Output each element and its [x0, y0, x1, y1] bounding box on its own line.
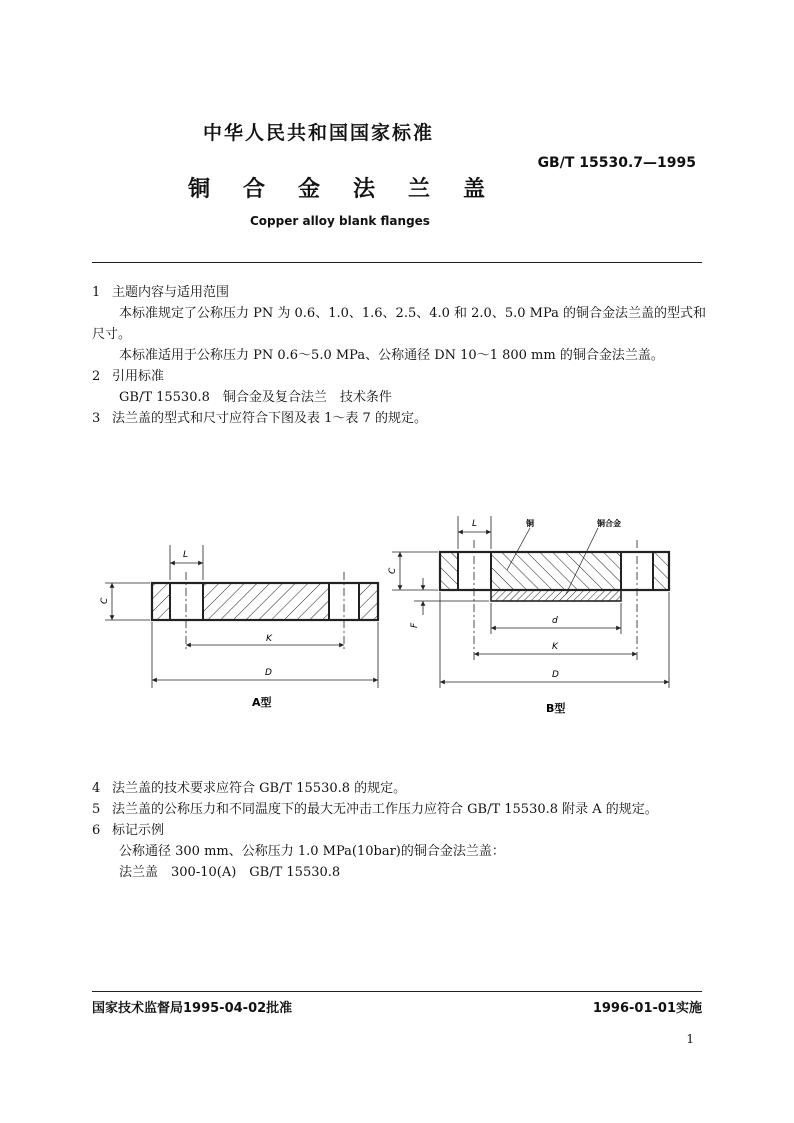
type-b-hatch-center: [491, 552, 621, 590]
type-a-caption: A型: [252, 696, 272, 709]
type-a-drawing: [100, 545, 378, 709]
section-1-paragraph-1-line-2: 尺寸。: [92, 327, 132, 342]
type-b-label-copper: 铜: [526, 519, 534, 528]
type-b-label-F: F: [410, 622, 420, 628]
standard-heading: 中华人民共和国国家标准: [203, 122, 435, 144]
approval-date: 国家技术监督局1995-04-02批准: [92, 1001, 293, 1016]
type-a-hatch-left: [152, 583, 170, 620]
reference-code: GB/T 15530.8: [119, 390, 210, 405]
section-1-paragraph-1-line-1: 本标准规定了公称压力 PN 为 0.6、1.0、1.6、2.5、4.0 和 2.0、5.0 MPa 的铜合金法兰盖的型式和: [119, 306, 706, 321]
document-title-english: Copper alloy blank flanges: [250, 214, 430, 228]
section-number: 1: [92, 285, 101, 300]
section-number: 2: [92, 369, 101, 384]
type-b-label-K: K: [552, 642, 558, 652]
footer-rule: [92, 991, 702, 992]
section-title: 标记示例: [112, 823, 165, 838]
section-6-heading: [92, 821, 164, 841]
section-number: 6: [92, 823, 101, 838]
marking-example: 法兰盖 300-10(A) GB/T 15530.8: [119, 865, 341, 880]
section-5: [92, 800, 658, 820]
type-a-label-C: C: [100, 597, 110, 604]
type-b-label-alloy: 铜合金: [597, 519, 621, 528]
reference-title: 铜合金及复合法兰 技术条件: [222, 390, 392, 405]
type-b-drawing: [388, 516, 669, 715]
effective-date: 1996-01-01实施: [592, 1001, 702, 1016]
section-number: 5: [92, 802, 101, 817]
section-number: 3: [92, 411, 101, 426]
type-b-label-d: d: [552, 616, 558, 626]
type-b-caption: B型: [546, 702, 566, 715]
type-b-alloy-facing: [491, 590, 621, 601]
section-4: [92, 779, 406, 799]
section-title: 主题内容与适用范围: [112, 285, 230, 300]
section-text: 法兰盖的公称压力和不同温度下的最大无冲击工作压力应符合 GB/T 15530.8 附录 A 的规定。: [112, 802, 658, 817]
type-b-hatch-left: [440, 552, 458, 590]
type-a-hatch-right: [359, 583, 378, 620]
marking-example-description: 公称通径 300 mm、公称压力 1.0 MPa(10bar)的铜合金法兰盖：: [119, 844, 505, 859]
standard-code: GB/T 15530.7—1995: [537, 155, 696, 171]
type-a-label-K: K: [266, 634, 272, 644]
section-text: 法兰盖的型式和尺寸应符合下图及表 1～表 7 的规定。: [112, 411, 427, 426]
type-b-label-D: D: [552, 670, 559, 680]
section-number: 4: [92, 781, 101, 796]
type-a-hatch-center: [203, 583, 329, 620]
section-text: 法兰盖的技术要求应符合 GB/T 15530.8 的规定。: [112, 781, 407, 796]
document-title: 铜合金法兰盖: [188, 176, 519, 202]
type-a-label-L: L: [183, 550, 189, 560]
page-number: 1: [686, 1032, 694, 1046]
type-b-hatch-right: [653, 552, 669, 590]
type-a-label-D: D: [265, 668, 272, 678]
section-title: 引用标准: [112, 369, 165, 384]
type-b-label-C: C: [388, 567, 398, 574]
type-b-label-L: L: [472, 519, 478, 529]
section-1-paragraph-2: 本标准适用于公称压力 PN 0.6～5.0 MPa、公称通径 DN 10～1 800 mm 的铜合金法兰盖。: [119, 348, 664, 363]
